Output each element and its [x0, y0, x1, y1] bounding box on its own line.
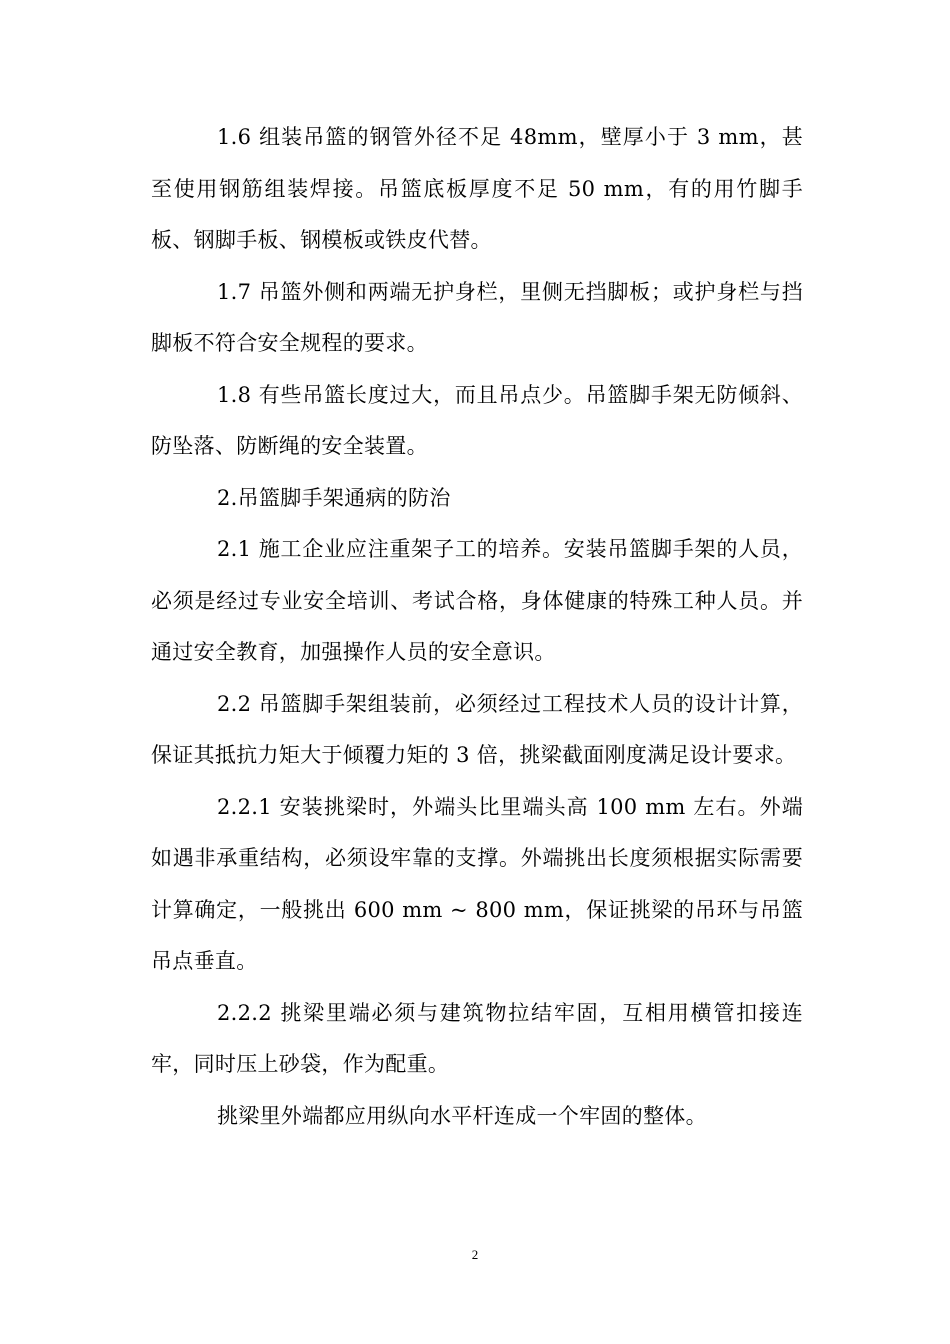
paragraph-2-1: 2.1 施工企业应注重架子工的培养。安装吊篮脚手架的人员，必须是经过专业安全培训、考试合格，身体健康的特殊工种人员。并通过安全教育，加强操作人员的安全意识。 — [151, 537, 803, 664]
page-number: 2 — [471, 1247, 479, 1262]
paragraph-1-7: 1.7 吊篮外侧和两端无护身栏，里侧无挡脚板；或护身栏与挡脚板不符合安全规程的要求。 — [151, 279, 803, 355]
paragraph-1-8: 1.8 有些吊篮长度过大，而且吊点少。吊篮脚手架无防倾斜、防坠落、防断绳的安全装置。 — [151, 382, 803, 458]
document-body — [151, 112, 803, 1142]
paragraph-2-2-2: 2.2.2 挑梁里端必须与建筑物拉结牢固，互相用横管扣接连牢，同时压上砂袋，作为配重。 — [151, 1000, 803, 1076]
paragraph-final: 挑梁里外端都应用纵向水平杆连成一个牢固的整体。 — [217, 1103, 707, 1128]
section-heading-2: 2.吊篮脚手架通病的防治 — [217, 485, 451, 510]
paragraph-1-6: 1.6 组装吊篮的钢管外径不足 48mm，壁厚小于 3 mm，甚至使用钢筋组装焊接。吊篮底板厚度不足 50 mm，有的用竹脚手板、钢脚手板、钢模板或铁皮代替。 — [151, 125, 803, 252]
paragraph-2-2-1: 2.2.1 安装挑梁时，外端头比里端头高 100 mm 左右。外端如遇非承重结构，必须设牢靠的支撑。外端挑出长度须根据实际需要计算确定，一般挑出 600 mm ~ 800 mm，保证挑梁的吊环与吊篮吊点垂直。 — [151, 794, 803, 973]
paragraph-2-2: 2.2 吊篮脚手架组装前，必须经过工程技术人员的设计计算，保证其抵抗力矩大于倾覆力矩的 3 倍，挑梁截面刚度满足设计要求。 — [151, 691, 803, 767]
